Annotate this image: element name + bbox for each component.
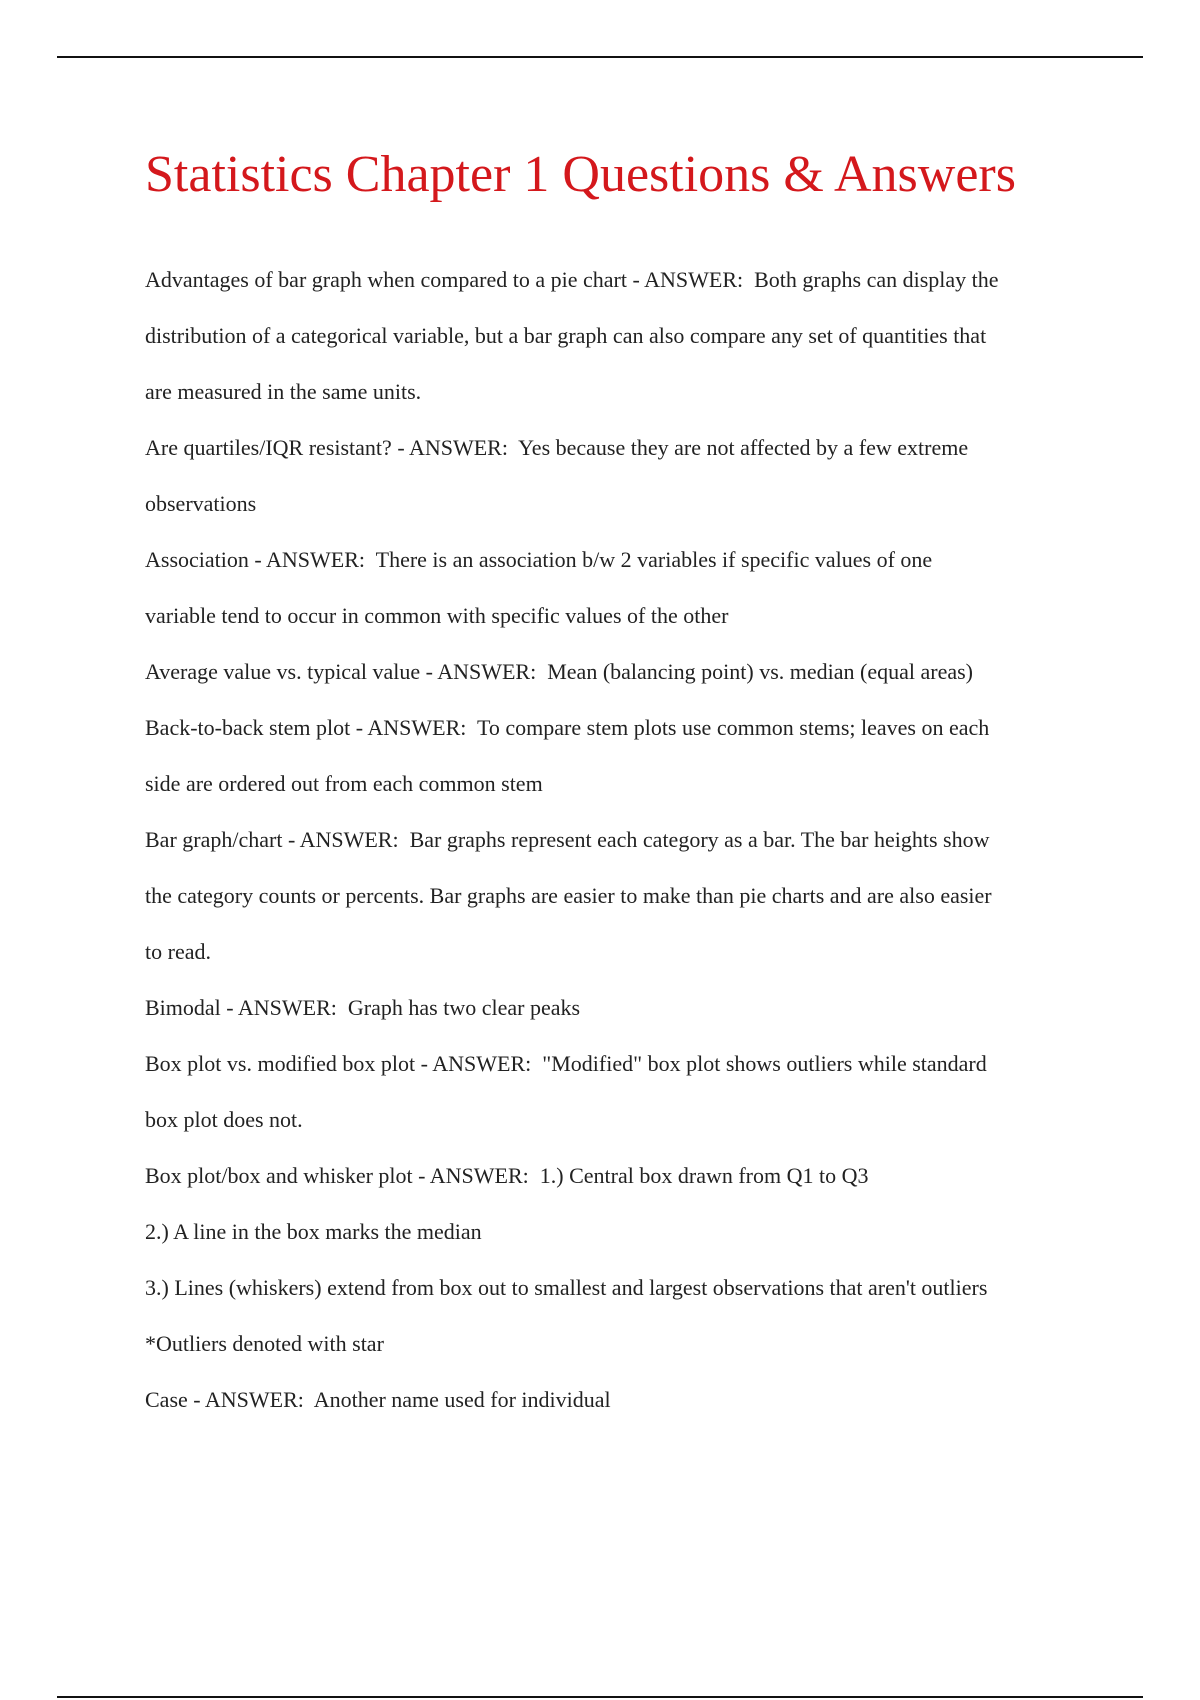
qa-list bbox=[145, 252, 1095, 1428]
answer-tag: ANSWER : bbox=[409, 435, 518, 460]
qa-first-line bbox=[145, 812, 1095, 868]
qa-answer-text: *Outliers denoted with star bbox=[145, 1331, 384, 1356]
qa-first-line bbox=[145, 1148, 1095, 1204]
qa-answer-line bbox=[145, 364, 1095, 420]
header-rule bbox=[57, 56, 1143, 58]
qa-first-line bbox=[145, 1036, 1095, 1092]
qa-term: Average value vs. typical value - bbox=[145, 659, 437, 684]
qa-answer-text: to read. bbox=[145, 939, 211, 964]
qa-answer-line bbox=[145, 476, 1095, 532]
qa-term: Case - bbox=[145, 1387, 205, 1412]
qa-answer-line bbox=[145, 1204, 1095, 1260]
qa-answer-text: 2.) A line in the box marks the median bbox=[145, 1219, 482, 1244]
qa-answer-text: are measured in the same units. bbox=[145, 379, 422, 404]
answer-tag: ANSWER : bbox=[437, 659, 547, 684]
answer-tag: ANSWER : bbox=[300, 827, 410, 852]
answer-tag: ANSWER : bbox=[266, 547, 376, 572]
document-title: Statistics Chapter 1 Questions & Answers bbox=[145, 146, 1016, 203]
qa-entry bbox=[145, 420, 1095, 532]
qa-answer-line bbox=[145, 924, 1095, 980]
qa-answer-text: Graph has two clear peaks bbox=[347, 995, 581, 1020]
qa-answer-line bbox=[145, 868, 1095, 924]
qa-answer-line bbox=[145, 756, 1095, 812]
qa-term: Advantages of bar graph when compared to a pie chart - bbox=[145, 267, 644, 292]
qa-answer-text: To compare stem plots use common stems; leaves on each bbox=[477, 715, 990, 740]
qa-answer-text: observations bbox=[145, 491, 257, 516]
answer-tag: ANSWER : bbox=[432, 1051, 542, 1076]
qa-entry bbox=[145, 1148, 1095, 1372]
qa-answer-text: "Modified" box plot shows outliers while standard bbox=[542, 1051, 987, 1076]
qa-entry bbox=[145, 980, 1095, 1036]
answer-tag: ANSWER : bbox=[367, 715, 477, 740]
qa-answer-text: Another name used for individual bbox=[313, 1387, 611, 1412]
qa-term: Box plot/box and whisker plot - bbox=[145, 1163, 430, 1188]
qa-first-line bbox=[145, 700, 1095, 756]
qa-term: Bar graph/chart - bbox=[145, 827, 300, 852]
answer-tag: ANSWER : bbox=[205, 1387, 314, 1412]
qa-entry bbox=[145, 1036, 1095, 1148]
qa-answer-text: Bar graphs represent each category as a bar. The bar heights show bbox=[409, 827, 990, 852]
qa-first-line bbox=[145, 420, 1095, 476]
qa-term: Association - bbox=[145, 547, 266, 572]
qa-answer-text: Both graphs can display the bbox=[754, 267, 999, 292]
qa-entry bbox=[145, 252, 1095, 420]
qa-entry bbox=[145, 700, 1095, 812]
footer-rule bbox=[57, 1696, 1143, 1698]
qa-answer-line bbox=[145, 1260, 1095, 1316]
qa-term: Box plot vs. modified box plot - bbox=[145, 1051, 432, 1076]
qa-answer-text: 1.) Central box drawn from Q1 to Q3 bbox=[539, 1163, 869, 1188]
qa-answer-text: 3.) Lines (whiskers) extend from box out to smallest and largest observations that aren't outliers bbox=[145, 1275, 988, 1300]
qa-first-line bbox=[145, 532, 1095, 588]
qa-first-line bbox=[145, 644, 1095, 700]
qa-first-line bbox=[145, 1372, 1095, 1428]
qa-entry bbox=[145, 812, 1095, 980]
qa-answer-text: box plot does not. bbox=[145, 1107, 303, 1132]
qa-answer-text: Yes because they are not affected by a few extreme bbox=[518, 435, 969, 460]
qa-first-line bbox=[145, 980, 1095, 1036]
qa-answer-text: variable tend to occur in common with specific values of the other bbox=[145, 603, 729, 628]
qa-entry bbox=[145, 644, 1095, 700]
qa-entry bbox=[145, 1372, 1095, 1428]
qa-entry bbox=[145, 532, 1095, 644]
qa-term: Back-to-back stem plot - bbox=[145, 715, 367, 740]
qa-answer-text: the category counts or percents. Bar graphs are easier to make than pie charts and are also easier bbox=[145, 883, 992, 908]
qa-answer-text: distribution of a categorical variable, but a bar graph can also compare any set of quantities that bbox=[145, 323, 987, 348]
answer-tag: ANSWER : bbox=[430, 1163, 540, 1188]
qa-answer-text: side are ordered out from each common stem bbox=[145, 771, 543, 796]
qa-first-line bbox=[145, 252, 1095, 308]
qa-answer-line bbox=[145, 308, 1095, 364]
answer-tag: ANSWER : bbox=[238, 995, 348, 1020]
qa-answer-text: Mean (balancing point) vs. median (equal areas) bbox=[547, 659, 974, 684]
answer-tag: ANSWER : bbox=[644, 267, 754, 292]
qa-term: Bimodal - bbox=[145, 995, 238, 1020]
qa-answer-line bbox=[145, 588, 1095, 644]
qa-answer-text: There is an association b/w 2 variables if specific values of one bbox=[375, 547, 933, 572]
qa-answer-line bbox=[145, 1092, 1095, 1148]
qa-answer-line bbox=[145, 1316, 1095, 1372]
qa-term: Are quartiles/IQR resistant? - bbox=[145, 435, 409, 460]
